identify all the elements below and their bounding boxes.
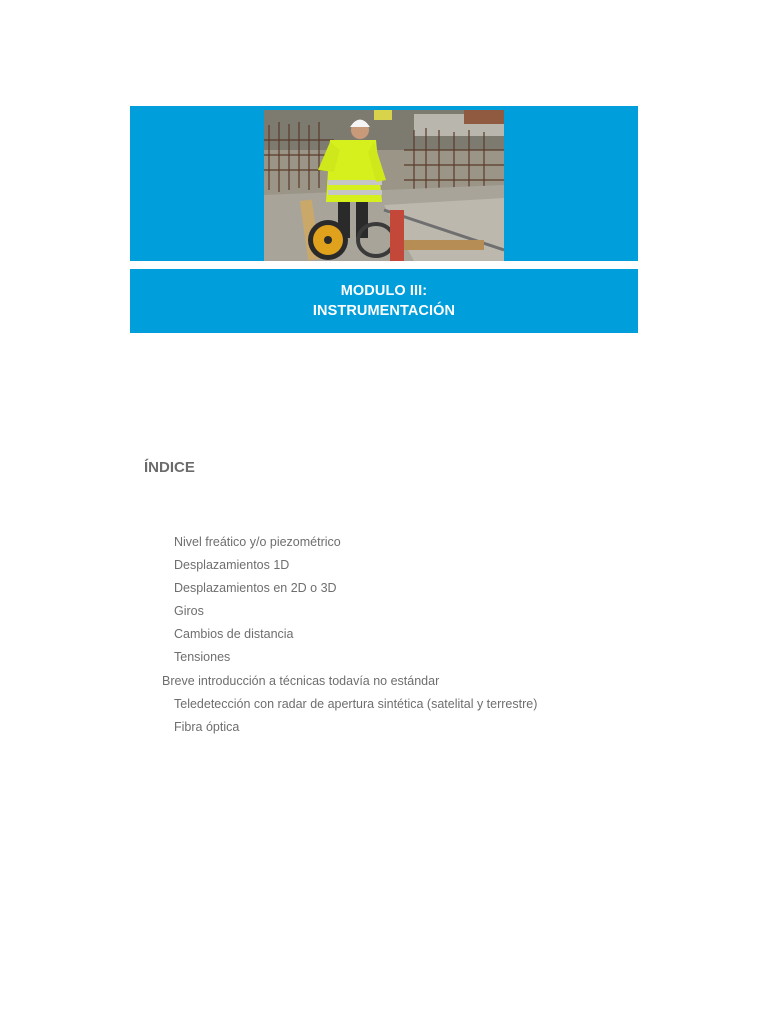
index-item: Breve introducción a técnicas todavía no estándar (162, 673, 440, 688)
cover-photo-banner (130, 106, 638, 261)
index-item: Giros (174, 604, 204, 619)
index-list (0, 532, 537, 740)
module-title-line2: INSTRUMENTACIÓN (312, 303, 456, 319)
module-title-banner (130, 269, 638, 333)
index-item: Cambios de distancia (174, 627, 294, 642)
index-heading: ÍNDICE (144, 459, 195, 476)
index-item: Desplazamientos en 2D o 3D (174, 581, 337, 596)
index-item: Desplazamientos 1D (174, 558, 290, 573)
module-title-line1: MODULO III: (340, 283, 428, 299)
index-item: Nivel freático y/o piezométrico (174, 535, 341, 549)
cover-photo (264, 110, 504, 261)
index-item: Teledetección con radar de apertura sintética (satelital y terrestre) (174, 696, 538, 711)
worker-photo-illustration (264, 110, 504, 261)
index-item: Fibra óptica (174, 719, 240, 734)
index-item: Tensiones (174, 650, 231, 665)
